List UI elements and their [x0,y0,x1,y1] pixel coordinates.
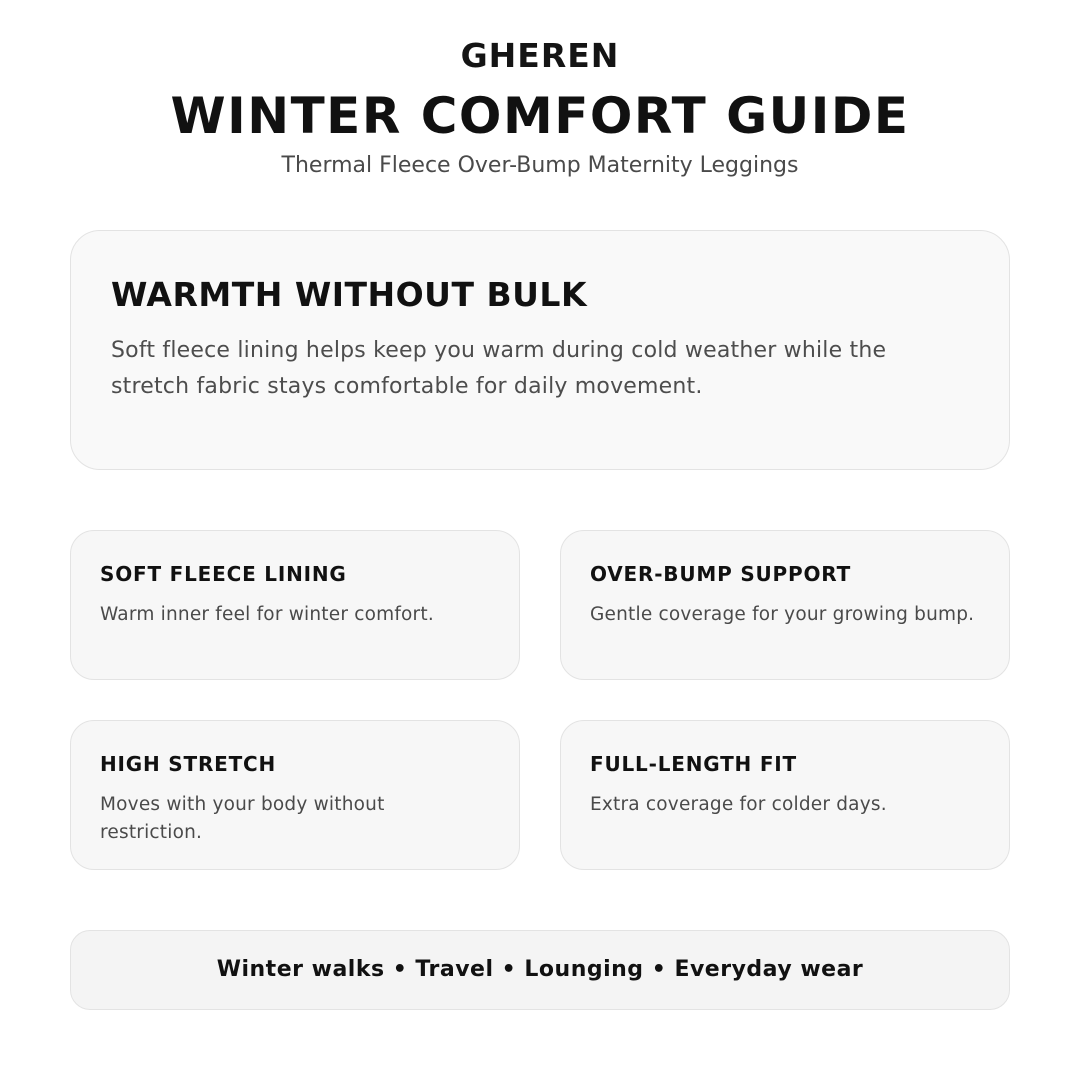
feature-title: OVER-BUMP SUPPORT [590,562,852,586]
hero-body: Soft fleece lining helps keep you warm during cold weather while the stretch fabric stays comfortable for daily movement. [111,338,887,399]
hero-card [70,230,1010,470]
feature-title: HIGH STRETCH [100,752,277,776]
feature-card-soft-fleece [70,530,520,680]
feature-description: Moves with your body without restriction. [100,794,385,843]
page-subtitle: Thermal Fleece Over-Bump Maternity Leggings [281,153,799,178]
page-title: WINTER COMFORT GUIDE [170,87,910,145]
feature-title: FULL-LENGTH FIT [590,752,797,776]
feature-title: SOFT FLEECE LINING [100,562,347,586]
use-cases-banner: Winter walks • Travel • Lounging • Everyday wear [70,930,1010,1010]
brand-name: GHEREN [460,36,620,75]
feature-card-over-bump [560,530,1010,680]
feature-card-high-stretch [70,720,520,870]
feature-description: Extra coverage for colder days. [590,794,887,815]
feature-card-full-length [560,720,1010,870]
hero-title: WARMTH WITHOUT BULK [111,275,588,314]
feature-description: Gentle coverage for your growing bump. [590,604,975,625]
feature-description: Warm inner feel for winter comfort. [100,604,434,625]
